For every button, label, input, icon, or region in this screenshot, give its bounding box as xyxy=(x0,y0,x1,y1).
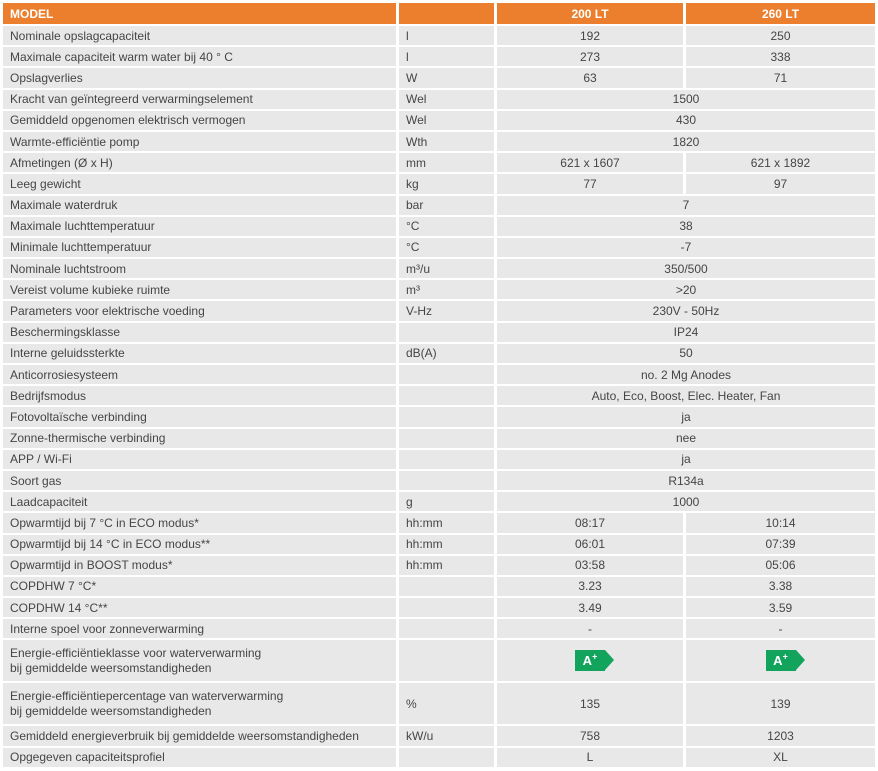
table-row xyxy=(3,217,875,236)
row-label: Nominale luchtstroom xyxy=(3,259,396,278)
table-row xyxy=(3,407,875,426)
row-label-line: bij gemiddelde weersomstandigheden xyxy=(10,703,212,718)
row-value: 192 xyxy=(497,26,683,45)
table-row xyxy=(3,726,875,745)
table-row xyxy=(3,174,875,193)
row-value-span: no. 2 Mg Anodes xyxy=(497,365,875,384)
row-value-span: ja xyxy=(497,450,875,469)
row-value: L xyxy=(497,748,683,767)
table-row xyxy=(3,535,875,554)
column-header-260lt: 260 LT xyxy=(686,3,875,24)
row-unit: l xyxy=(399,26,494,45)
table-row xyxy=(3,47,875,66)
table-header-row xyxy=(3,3,875,24)
row-unit: l xyxy=(399,47,494,66)
row-value: - xyxy=(686,619,875,638)
row-label: Interne spoel voor zonneverwarming xyxy=(3,619,396,638)
row-label: COPDHW 14 °C** xyxy=(3,598,396,617)
row-unit: V-Hz xyxy=(399,301,494,320)
row-label: Opslagverlies xyxy=(3,68,396,87)
row-unit xyxy=(399,429,494,448)
row-unit: hh:mm xyxy=(399,513,494,532)
row-value: 06:01 xyxy=(497,535,683,554)
row-value: 97 xyxy=(686,174,875,193)
row-label: Minimale luchttemperatuur xyxy=(3,238,396,257)
row-label: Gemiddeld opgenomen elektrisch vermogen xyxy=(3,111,396,130)
row-unit: °C xyxy=(399,238,494,257)
row-value: 05:06 xyxy=(686,556,875,575)
row-value-span: 230V - 50Hz xyxy=(497,301,875,320)
row-unit: Wel xyxy=(399,90,494,109)
row-value: XL xyxy=(686,748,875,767)
row-label: Soort gas xyxy=(3,471,396,490)
row-label: Maximale capaciteit warm water bij 40 ° C xyxy=(3,47,396,66)
table-row xyxy=(3,492,875,511)
table-row xyxy=(3,132,875,151)
row-unit xyxy=(399,577,494,596)
row-label: Parameters voor elektrische voeding xyxy=(3,301,396,320)
row-value: 3.49 xyxy=(497,598,683,617)
row-value: - xyxy=(497,619,683,638)
table-row xyxy=(3,556,875,575)
row-value: 250 xyxy=(686,26,875,45)
table-row xyxy=(3,301,875,320)
row-label: COPDHW 7 °C* xyxy=(3,577,396,596)
row-value: 10:14 xyxy=(686,513,875,532)
table-row xyxy=(3,450,875,469)
row-label: Bedrijfsmodus xyxy=(3,386,396,405)
row-unit xyxy=(399,598,494,617)
row-label: Maximale luchttemperatuur xyxy=(3,217,396,236)
row-value-span: 350/500 xyxy=(497,259,875,278)
row-value-span: 7 xyxy=(497,196,875,215)
row-value: 758 xyxy=(497,726,683,745)
table-row xyxy=(3,323,875,342)
table-row xyxy=(3,471,875,490)
table-row xyxy=(3,344,875,363)
row-unit: g xyxy=(399,492,494,511)
row-unit xyxy=(399,386,494,405)
row-value: 338 xyxy=(686,47,875,66)
row-value xyxy=(686,640,875,681)
row-value-span: 1500 xyxy=(497,90,875,109)
row-label: Kracht van geïntegreerd verwarmingselement xyxy=(3,90,396,109)
row-value-span: ja xyxy=(497,407,875,426)
row-value: 08:17 xyxy=(497,513,683,532)
row-label: Beschermingsklasse xyxy=(3,323,396,342)
row-label-line: Energie-efficiëntieklasse voor waterverwarming xyxy=(10,645,262,660)
row-value xyxy=(497,640,683,681)
table-row xyxy=(3,26,875,45)
table-row xyxy=(3,90,875,109)
table-row xyxy=(3,68,875,87)
table-row xyxy=(3,365,875,384)
table-row xyxy=(3,259,875,278)
row-unit: bar xyxy=(399,196,494,215)
row-value: 3.38 xyxy=(686,577,875,596)
table-row xyxy=(3,111,875,130)
table-row xyxy=(3,748,875,767)
row-label: Leeg gewicht xyxy=(3,174,396,193)
row-unit: Wth xyxy=(399,132,494,151)
row-label: Warmte-efficiëntie pomp xyxy=(3,132,396,151)
row-label: Afmetingen (Ø x H) xyxy=(3,153,396,172)
row-value: 1203 xyxy=(686,726,875,745)
row-unit xyxy=(399,365,494,384)
model-header-cell: MODEL xyxy=(3,3,396,24)
row-label-line: bij gemiddelde weersomstandigheden xyxy=(10,660,212,675)
row-label: Zonne-thermische verbinding xyxy=(3,429,396,448)
row-unit xyxy=(399,407,494,426)
row-unit: kg xyxy=(399,174,494,193)
row-value: 273 xyxy=(497,47,683,66)
row-label: Anticorrosiesysteem xyxy=(3,365,396,384)
row-label: Laadcapaciteit xyxy=(3,492,396,511)
row-value-span: Auto, Eco, Boost, Elec. Heater, Fan xyxy=(497,386,875,405)
row-unit: m³/u xyxy=(399,259,494,278)
row-unit: Wel xyxy=(399,111,494,130)
row-unit xyxy=(399,640,494,681)
column-header-200lt: 200 LT xyxy=(497,3,683,24)
row-unit: kW/u xyxy=(399,726,494,745)
table-row xyxy=(3,196,875,215)
table-row xyxy=(3,238,875,257)
row-label: Opwarmtijd in BOOST modus* xyxy=(3,556,396,575)
row-label: Interne geluidssterkte xyxy=(3,344,396,363)
row-unit xyxy=(399,748,494,767)
table-row xyxy=(3,640,875,681)
row-unit: hh:mm xyxy=(399,535,494,554)
row-value: 07:39 xyxy=(686,535,875,554)
row-unit: W xyxy=(399,68,494,87)
row-unit xyxy=(399,471,494,490)
row-label: Vereist volume kubieke ruimte xyxy=(3,280,396,299)
row-unit xyxy=(399,450,494,469)
table-row xyxy=(3,429,875,448)
row-value: 71 xyxy=(686,68,875,87)
row-value: 135 xyxy=(497,683,683,724)
row-value-span: 38 xyxy=(497,217,875,236)
table-row xyxy=(3,280,875,299)
table-row xyxy=(3,513,875,532)
row-label: Opgegeven capaciteitsprofiel xyxy=(3,748,396,767)
row-unit: mm xyxy=(399,153,494,172)
row-value-span: 1000 xyxy=(497,492,875,511)
row-label-line: Energie-efficiëntiepercentage van waterverwarming xyxy=(10,688,284,703)
row-value-span: -7 xyxy=(497,238,875,257)
energy-class-badge: A+ xyxy=(766,650,796,671)
row-label xyxy=(3,640,396,681)
row-label: Nominale opslagcapaciteit xyxy=(3,26,396,45)
row-label: Maximale waterdruk xyxy=(3,196,396,215)
row-value-span: 430 xyxy=(497,111,875,130)
row-label xyxy=(3,683,396,724)
row-unit xyxy=(399,323,494,342)
table-row xyxy=(3,619,875,638)
row-value-span: >20 xyxy=(497,280,875,299)
row-value-span: 50 xyxy=(497,344,875,363)
row-value-span: IP24 xyxy=(497,323,875,342)
table-row xyxy=(3,153,875,172)
row-value: 03:58 xyxy=(497,556,683,575)
row-label: Gemiddeld energieverbruik bij gemiddelde weersomstandigheden xyxy=(3,726,396,745)
table-row xyxy=(3,386,875,405)
row-unit: % xyxy=(399,683,494,724)
table-row xyxy=(3,683,875,724)
row-value: 621 x 1607 xyxy=(497,153,683,172)
spec-table-body xyxy=(3,26,875,767)
row-unit: m³ xyxy=(399,280,494,299)
energy-class-badge: A+ xyxy=(575,650,605,671)
row-value-span: nee xyxy=(497,429,875,448)
row-label: APP / Wi-Fi xyxy=(3,450,396,469)
row-value: 63 xyxy=(497,68,683,87)
row-label: Fotovoltaïsche verbinding xyxy=(3,407,396,426)
row-label: Opwarmtijd bij 14 °C in ECO modus** xyxy=(3,535,396,554)
row-unit: hh:mm xyxy=(399,556,494,575)
row-unit xyxy=(399,619,494,638)
row-value-span: R134a xyxy=(497,471,875,490)
row-value: 3.59 xyxy=(686,598,875,617)
table-row xyxy=(3,598,875,617)
row-value-span: 1820 xyxy=(497,132,875,151)
row-unit: °C xyxy=(399,217,494,236)
row-value: 621 x 1892 xyxy=(686,153,875,172)
row-unit: dB(A) xyxy=(399,344,494,363)
row-value: 139 xyxy=(686,683,875,724)
table-row xyxy=(3,577,875,596)
row-value: 3.23 xyxy=(497,577,683,596)
row-value: 77 xyxy=(497,174,683,193)
row-label: Opwarmtijd bij 7 °C in ECO modus* xyxy=(3,513,396,532)
spec-table xyxy=(0,1,878,769)
unit-header-cell xyxy=(399,3,494,24)
